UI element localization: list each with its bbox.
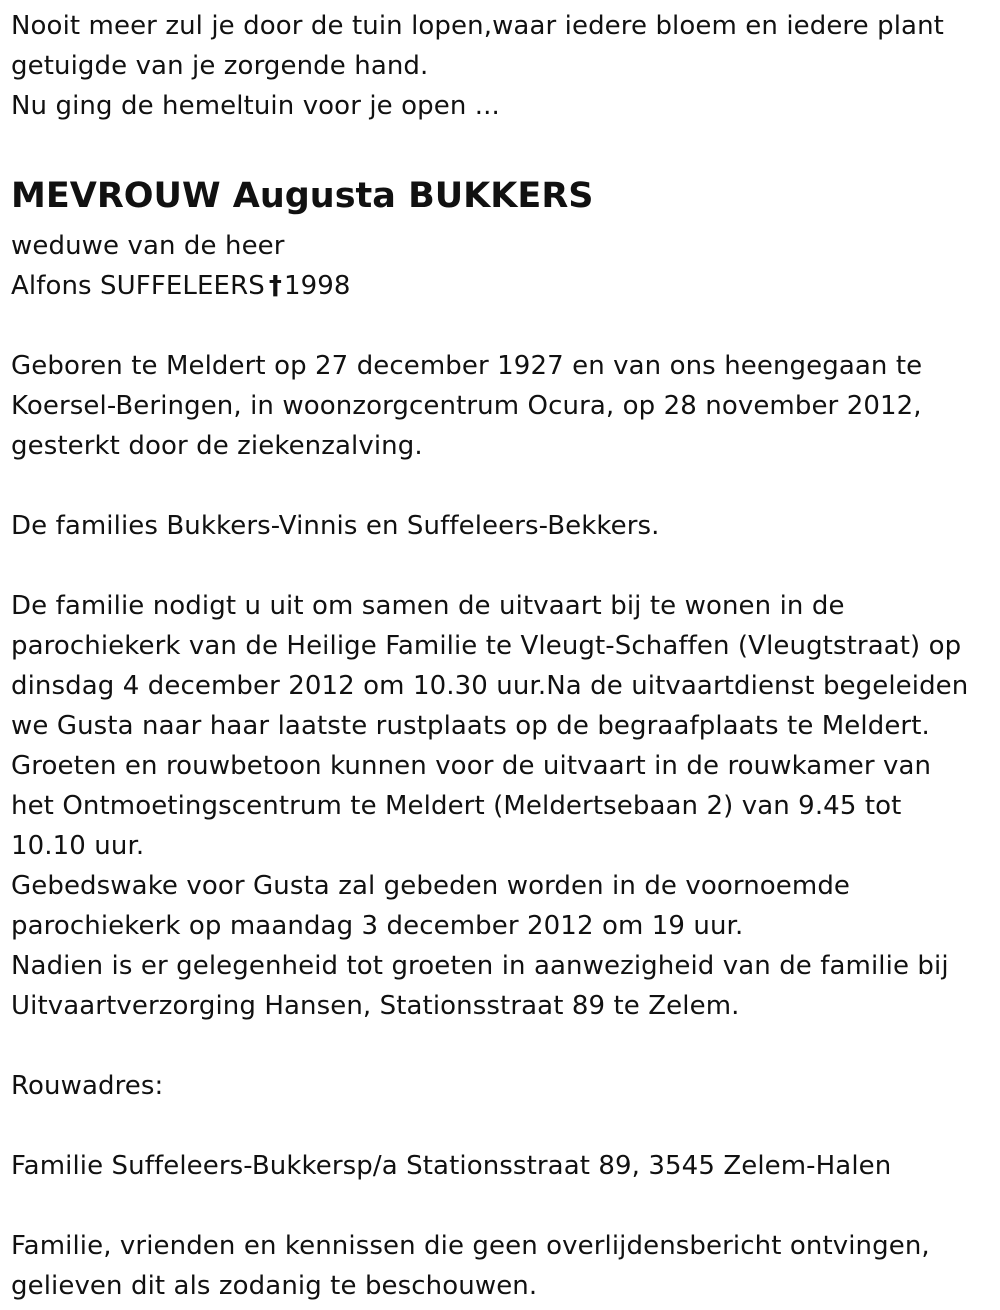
- paragraph-line: we Gusta naar haar laatste rustplaats op de begraafplaats te Meldert.: [11, 711, 930, 741]
- paragraph-line: Geboren te Meldert op 27 december 1927 en van ons heengegaan te: [11, 351, 923, 381]
- paragraph-line: Groeten en rouwbetoon kunnen voor de uitvaart in de rouwkamer van: [11, 751, 932, 781]
- closing-paragraph: [11, 1226, 991, 1306]
- cross-icon: †: [268, 271, 282, 301]
- paragraph-line: Koersel-Beringen, in woonzorgcentrum Ocura, op 28 november 2012,: [11, 391, 922, 421]
- families-text: De families Bukkers-Vinnis en Suffeleers-Bekkers.: [11, 511, 660, 541]
- spouse-name: Alfons SUFFELEERS: [11, 271, 265, 301]
- obituary-document: [11, 6, 991, 1306]
- paragraph-line: 10.10 uur.: [11, 831, 145, 861]
- poem-line: getuigde van je zorgende hand.: [11, 51, 429, 81]
- paragraph-line: Gebedswake voor Gusta zal gebeden worden in de voornoemde: [11, 871, 851, 901]
- paragraph-line: De familie nodigt u uit om samen de uitvaart bij te wonen in de: [11, 591, 845, 621]
- spouse-death-year: 1998: [283, 271, 351, 301]
- paragraph-line: Familie, vrienden en kennissen die geen overlijdensbericht ontvingen,: [11, 1231, 930, 1261]
- paragraph-line: parochiekerk op maandag 3 december 2012 om 19 uur.: [11, 911, 744, 941]
- spouse-line: [11, 266, 991, 306]
- paragraph-line: het Ontmoetingscentrum te Meldert (Meldertsebaan 2) van 9.45 tot: [11, 791, 902, 821]
- paragraph-line: Nadien is er gelegenheid tot groeten in aanwezigheid van de familie bij: [11, 951, 949, 981]
- birth-death-paragraph: [11, 346, 991, 466]
- paragraph-line: parochiekerk van de Heilige Familie te Vleugt-Schaffen (Vleugtstraat) op: [11, 631, 962, 661]
- relation-text: weduwe van de heer: [11, 231, 285, 261]
- paragraph-line: dinsdag 4 december 2012 om 10.30 uur.Na de uitvaartdienst begeleiden: [11, 671, 969, 701]
- address-label: Rouwadres:: [11, 1071, 164, 1101]
- paragraph-line: gesterkt door de ziekenzalving.: [11, 431, 423, 461]
- poem-line: Nu ging de hemeltuin voor je open ...: [11, 91, 500, 121]
- deceased-name: MEVROUW Augusta BUKKERS: [11, 176, 594, 216]
- poem-line: Nooit meer zul je door de tuin lopen,waar iedere bloem en iedere plant: [11, 11, 944, 41]
- paragraph-line: Uitvaartverzorging Hansen, Stationsstraat 89 te Zelem.: [11, 991, 740, 1021]
- address-value: Familie Suffeleers-Bukkersp/a Stationsstraat 89, 3545 Zelem-Halen: [11, 1151, 892, 1181]
- funeral-paragraph: [11, 586, 991, 1026]
- poem: [11, 6, 991, 126]
- paragraph-line: gelieven dit als zodanig te beschouwen.: [11, 1271, 538, 1301]
